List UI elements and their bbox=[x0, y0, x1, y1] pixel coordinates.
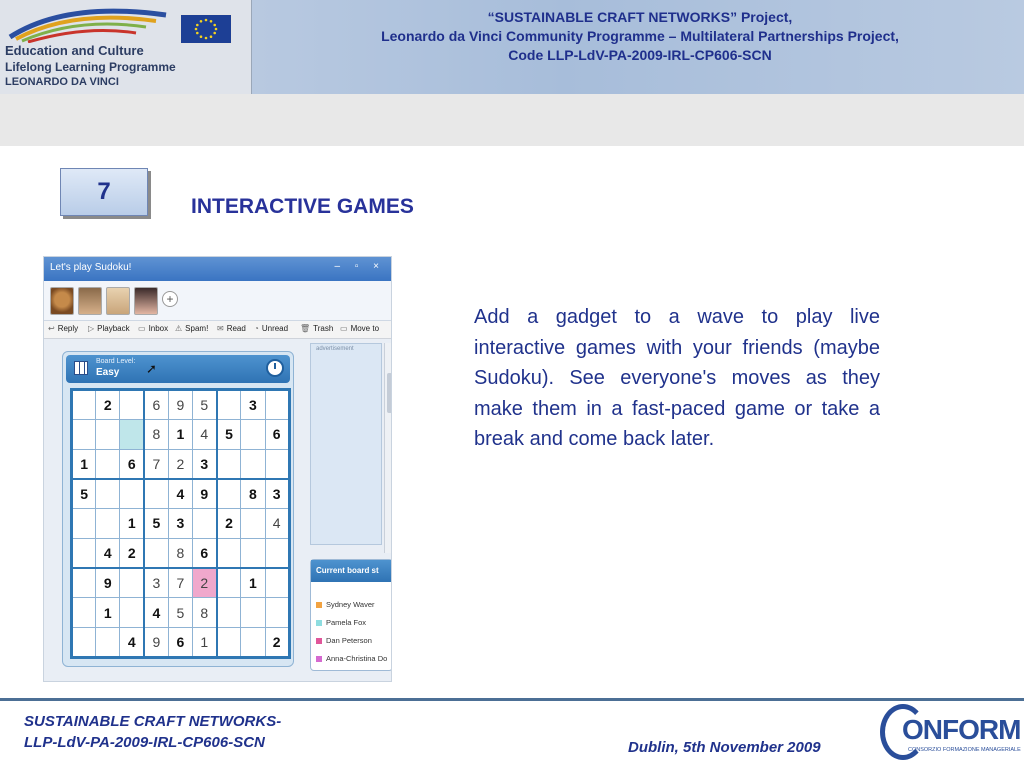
sudoku-cell[interactable]: 2 bbox=[96, 390, 120, 420]
participants-bar bbox=[44, 281, 392, 321]
window-controls[interactable]: – ▫ × bbox=[334, 261, 385, 272]
player-color-swatch bbox=[316, 638, 322, 644]
sudoku-cell[interactable] bbox=[217, 538, 241, 568]
sudoku-board bbox=[70, 388, 291, 659]
swoosh-logo-icon bbox=[6, 3, 174, 43]
logo-line-lifelong: Lifelong Learning Programme bbox=[5, 60, 176, 74]
sudoku-cell[interactable]: 9 bbox=[168, 390, 192, 420]
sudoku-cell[interactable]: 4 bbox=[120, 628, 144, 658]
sudoku-row bbox=[72, 390, 290, 420]
player-entry: Anna-Christina Do bbox=[316, 654, 387, 663]
sudoku-row bbox=[72, 479, 290, 509]
avatar[interactable] bbox=[134, 287, 158, 315]
sudoku-cell[interactable]: 1 bbox=[120, 509, 144, 539]
sudoku-cell[interactable]: 9 bbox=[144, 628, 168, 658]
toolbar-trash[interactable]: 🗑 Trash bbox=[300, 324, 334, 333]
project-line-2: Leonardo da Vinci Community Programme – Multilateral Partnerships Project, bbox=[381, 28, 899, 44]
sudoku-cell[interactable]: 2 bbox=[120, 538, 144, 568]
sudoku-cell[interactable]: 6 bbox=[168, 628, 192, 658]
toolbar-move-to[interactable]: ▭ Move to bbox=[340, 324, 380, 333]
eu-flag-icon bbox=[180, 14, 232, 44]
sudoku-cell[interactable]: 9 bbox=[96, 568, 120, 598]
sudoku-cell[interactable]: 8 bbox=[168, 538, 192, 568]
player-entry: Sydney Waver bbox=[316, 600, 375, 609]
sudoku-cell[interactable] bbox=[217, 598, 241, 628]
player-color-swatch bbox=[316, 602, 322, 608]
sudoku-cell[interactable]: 5 bbox=[217, 419, 241, 449]
sudoku-cell[interactable]: 3 bbox=[144, 568, 168, 598]
sudoku-cell[interactable] bbox=[217, 390, 241, 420]
board-level-value[interactable]: Easy bbox=[96, 367, 120, 378]
avatar[interactable] bbox=[106, 287, 130, 315]
player-color-swatch bbox=[316, 620, 322, 626]
avatar[interactable] bbox=[78, 287, 102, 315]
playback-icon: ▷ bbox=[88, 324, 95, 333]
sudoku-cell[interactable]: 5 bbox=[72, 479, 96, 509]
header-gray-band bbox=[0, 94, 1024, 146]
sudoku-cell[interactable] bbox=[241, 538, 265, 568]
sudoku-cell[interactable] bbox=[144, 538, 168, 568]
mouse-cursor-icon: ➚ bbox=[146, 361, 157, 376]
sudoku-cell[interactable]: 4 bbox=[168, 479, 192, 509]
logo-line-leonardo: LEONARDO DA VINCI bbox=[5, 76, 119, 88]
trash-icon: 🗑 bbox=[300, 324, 311, 333]
sudoku-cell[interactable] bbox=[120, 390, 144, 420]
player-color-swatch bbox=[316, 656, 322, 662]
add-participant-button[interactable]: + bbox=[162, 291, 178, 307]
sudoku-cell[interactable] bbox=[72, 538, 96, 568]
sudoku-row bbox=[72, 628, 290, 658]
sudoku-cell[interactable]: 1 bbox=[192, 628, 216, 658]
sudoku-cell[interactable] bbox=[217, 568, 241, 598]
sudoku-cell[interactable] bbox=[217, 449, 241, 479]
sudoku-cell[interactable]: 3 bbox=[241, 390, 265, 420]
sudoku-cell[interactable] bbox=[120, 419, 144, 449]
vertical-scrollbar[interactable] bbox=[384, 343, 392, 553]
sudoku-cell[interactable] bbox=[241, 598, 265, 628]
sudoku-cell[interactable]: 7 bbox=[168, 568, 192, 598]
sudoku-cell[interactable]: 6 bbox=[192, 538, 216, 568]
sudoku-cell[interactable]: 5 bbox=[168, 598, 192, 628]
board-state-title: Current board st bbox=[311, 560, 392, 582]
logo-line-education: Education and Culture bbox=[5, 43, 144, 58]
sudoku-cell[interactable] bbox=[120, 568, 144, 598]
sudoku-cell[interactable]: 2 bbox=[192, 568, 216, 598]
sudoku-cell[interactable] bbox=[265, 598, 289, 628]
folder-icon: ▭ bbox=[340, 324, 348, 333]
sudoku-cell[interactable]: 1 bbox=[241, 568, 265, 598]
sudoku-cell[interactable] bbox=[72, 390, 96, 420]
sudoku-cell[interactable]: 3 bbox=[265, 479, 289, 509]
read-icon: ✉ bbox=[217, 324, 224, 333]
sudoku-cell[interactable]: 8 bbox=[192, 598, 216, 628]
project-line-3: Code LLP-LdV-PA-2009-IRL-CP606-SCN bbox=[508, 47, 772, 63]
gadget-header bbox=[66, 355, 290, 383]
wave-titlebar bbox=[44, 257, 392, 281]
sudoku-cell[interactable]: 6 bbox=[120, 449, 144, 479]
sudoku-cell[interactable] bbox=[192, 509, 216, 539]
slide-description: Add a gadget to a wave to play live interactive games with your friends (maybe Sudoku). See everyone's moves as they make them in a fast-paced game or take a break and come back later. bbox=[474, 306, 880, 450]
slide-number: 7 bbox=[97, 178, 111, 205]
footer-date: Dublin, 5th November 2009 bbox=[628, 739, 821, 756]
sudoku-cell[interactable] bbox=[96, 628, 120, 658]
sudoku-cell[interactable]: 4 bbox=[96, 538, 120, 568]
sudoku-cell[interactable] bbox=[144, 479, 168, 509]
sudoku-cell[interactable] bbox=[96, 509, 120, 539]
toolbar-spam[interactable]: ⚠ Spam! bbox=[175, 324, 209, 333]
sudoku-cell[interactable]: 1 bbox=[72, 449, 96, 479]
sudoku-cell[interactable] bbox=[265, 390, 289, 420]
sudoku-cell[interactable] bbox=[217, 628, 241, 658]
sudoku-cell[interactable] bbox=[241, 509, 265, 539]
sudoku-wave-screenshot bbox=[43, 256, 392, 682]
toolbar-read[interactable]: ✉ Read bbox=[217, 324, 246, 333]
sudoku-cell[interactable]: 7 bbox=[144, 449, 168, 479]
sudoku-cell[interactable]: 2 bbox=[265, 628, 289, 658]
sudoku-cell[interactable]: 2 bbox=[217, 509, 241, 539]
inbox-icon: ▭ bbox=[138, 324, 146, 333]
sudoku-cell[interactable] bbox=[72, 419, 96, 449]
sudoku-row bbox=[72, 509, 290, 539]
scrollbar-thumb[interactable] bbox=[387, 373, 392, 413]
sudoku-cell[interactable] bbox=[217, 479, 241, 509]
sudoku-cell[interactable]: 6 bbox=[265, 419, 289, 449]
clock-icon[interactable] bbox=[266, 359, 284, 377]
wave-toolbar bbox=[44, 321, 392, 339]
wave-title: Let's play Sudoku! bbox=[50, 262, 132, 273]
sudoku-cell[interactable] bbox=[120, 598, 144, 628]
sudoku-row bbox=[72, 419, 290, 449]
toolbar-inbox[interactable]: ▭ Inbox bbox=[138, 324, 169, 333]
slide-number-badge bbox=[60, 168, 148, 216]
toolbar-playback[interactable]: ▷ Playback bbox=[88, 324, 130, 333]
reply-icon: ↩ bbox=[48, 324, 55, 333]
current-board-state-panel bbox=[310, 559, 392, 671]
sudoku-cell[interactable]: 1 bbox=[96, 598, 120, 628]
player-entry: Dan Peterson bbox=[316, 636, 372, 645]
footer-divider bbox=[0, 698, 1024, 701]
sudoku-cell[interactable]: 8 bbox=[241, 479, 265, 509]
sudoku-cell[interactable] bbox=[96, 449, 120, 479]
conform-logo-subtext: CONSORZIO FORMAZIONE MANAGERIALE bbox=[908, 747, 1021, 753]
sudoku-cell[interactable] bbox=[72, 509, 96, 539]
sudoku-cell[interactable]: 5 bbox=[144, 509, 168, 539]
toolbar-unread[interactable]: ◔ Unread bbox=[254, 324, 289, 333]
advertisement-label: advertisement bbox=[316, 346, 354, 352]
sudoku-cell[interactable] bbox=[96, 419, 120, 449]
sudoku-cell[interactable] bbox=[265, 449, 289, 479]
sudoku-cell[interactable]: 4 bbox=[192, 419, 216, 449]
sudoku-row bbox=[72, 568, 290, 598]
sudoku-cell[interactable]: 3 bbox=[192, 449, 216, 479]
sudoku-cell[interactable]: 6 bbox=[144, 390, 168, 420]
unread-icon: ◔ bbox=[254, 324, 259, 333]
spam-icon: ⚠ bbox=[175, 324, 183, 333]
sudoku-cell[interactable] bbox=[265, 538, 289, 568]
sudoku-row bbox=[72, 538, 290, 568]
sudoku-cell[interactable] bbox=[265, 568, 289, 598]
sudoku-cell[interactable] bbox=[72, 598, 96, 628]
footer-title-line-1: SUSTAINABLE CRAFT NETWORKS- bbox=[24, 713, 282, 730]
avatar[interactable] bbox=[50, 287, 74, 315]
sudoku-cell[interactable] bbox=[241, 419, 265, 449]
sudoku-grid-icon bbox=[74, 361, 88, 375]
sudoku-cell[interactable] bbox=[72, 568, 96, 598]
sudoku-cell[interactable]: 4 bbox=[144, 598, 168, 628]
sudoku-cell[interactable] bbox=[241, 449, 265, 479]
toolbar-reply[interactable]: ↩ Reply bbox=[48, 324, 79, 333]
project-header-text bbox=[260, 8, 1020, 65]
sudoku-cell[interactable]: 9 bbox=[192, 479, 216, 509]
sudoku-row bbox=[72, 598, 290, 628]
sudoku-cell[interactable]: 8 bbox=[144, 419, 168, 449]
conform-logo bbox=[880, 704, 1020, 762]
footer-title-line-2: LLP-LdV-PA-2009-IRL-CP606-SCN bbox=[24, 734, 265, 751]
sudoku-cell[interactable] bbox=[72, 628, 96, 658]
player-entry: Pamela Fox bbox=[316, 618, 366, 627]
advertisement-panel bbox=[310, 343, 382, 545]
sudoku-cell[interactable]: 4 bbox=[265, 509, 289, 539]
sudoku-cell[interactable] bbox=[96, 479, 120, 509]
sudoku-cell[interactable] bbox=[241, 628, 265, 658]
board-level-label: Board Level: bbox=[96, 358, 136, 365]
project-line-1: “SUSTAINABLE CRAFT NETWORKS” Project, bbox=[487, 9, 793, 25]
conform-logo-text: ONFORM bbox=[902, 714, 1021, 745]
eu-programme-logo bbox=[0, 0, 252, 94]
sudoku-cell[interactable] bbox=[120, 479, 144, 509]
header-banner bbox=[0, 0, 1024, 94]
sudoku-row bbox=[72, 449, 290, 479]
section-title: INTERACTIVE GAMES bbox=[191, 195, 414, 218]
sudoku-cell[interactable]: 3 bbox=[168, 509, 192, 539]
sudoku-cell[interactable]: 1 bbox=[168, 419, 192, 449]
sudoku-cell[interactable]: 2 bbox=[168, 449, 192, 479]
sudoku-cell[interactable]: 5 bbox=[192, 390, 216, 420]
